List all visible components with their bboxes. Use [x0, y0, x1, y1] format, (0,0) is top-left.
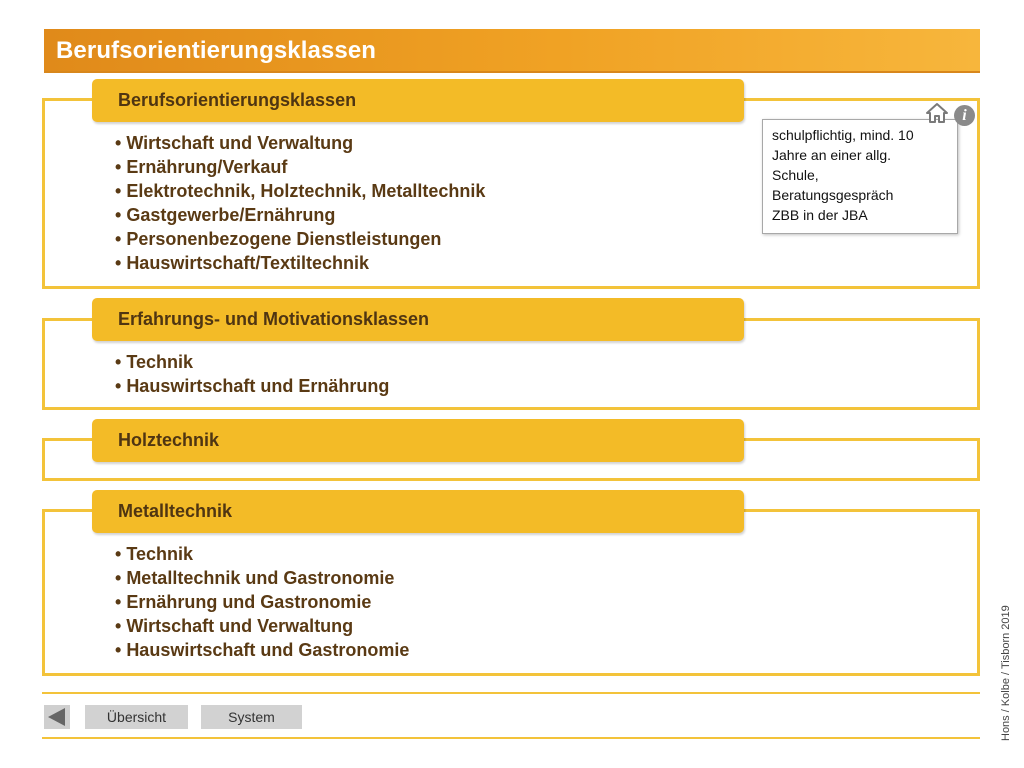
section-title: Metalltechnik — [118, 501, 233, 521]
list-item: • Personenbezogene Dienstleistungen — [115, 227, 485, 251]
section-list-metalltechnik — [115, 542, 409, 662]
credit-text: Hons / Kolbe / Tisborn 2019 — [1000, 605, 1012, 741]
section-title: Holztechnik — [118, 430, 220, 450]
list-item: • Hauswirtschaft/Textiltechnik — [115, 251, 485, 275]
footer-divider-top — [42, 692, 980, 694]
overview-button[interactable]: Übersicht — [85, 705, 188, 729]
list-item: • Metalltechnik und Gastronomie — [115, 566, 409, 590]
section-list-erfahrung — [115, 350, 389, 398]
list-item: • Elektrotechnik, Holztechnik, Metalltechnik — [115, 179, 485, 203]
info-line: ZBB in der JBA — [772, 207, 868, 223]
section-title: Berufsorientierungsklassen — [118, 90, 357, 110]
list-item: • Wirtschaft und Verwaltung — [115, 131, 485, 155]
info-line: Beratungsgespräch — [772, 187, 894, 203]
list-item: • Hauswirtschaft und Ernährung — [115, 374, 389, 398]
section-title: Erfahrungs- und Motivationsklassen — [118, 309, 430, 329]
list-item: • Ernährung und Gastronomie — [115, 590, 409, 614]
list-item: • Ernährung/Verkauf — [115, 155, 485, 179]
list-item: • Wirtschaft und Verwaltung — [115, 614, 409, 638]
info-line: Schule, — [772, 167, 819, 183]
section-tab-berufsorientierung — [92, 79, 744, 122]
back-arrow-icon[interactable] — [44, 705, 70, 729]
info-line: Jahre an einer allg. — [772, 147, 892, 163]
info-popup — [762, 119, 958, 234]
section-tab-metalltechnik — [92, 490, 744, 533]
system-button[interactable]: System — [201, 705, 302, 729]
list-item: • Technik — [115, 542, 409, 566]
info-line: schulpflichtig, mind. 10 — [772, 127, 914, 143]
footer-divider-bottom — [42, 737, 980, 739]
list-item: • Technik — [115, 350, 389, 374]
title-bar — [44, 29, 980, 73]
info-icon[interactable]: i — [954, 105, 975, 126]
page-title: Berufsorientierungsklassen — [56, 37, 377, 64]
list-item: • Hauswirtschaft und Gastronomie — [115, 638, 409, 662]
home-icon[interactable] — [925, 102, 949, 124]
list-item: • Gastgewerbe/Ernährung — [115, 203, 485, 227]
section-tab-erfahrung — [92, 298, 744, 341]
section-tab-holztechnik — [92, 419, 744, 462]
section-list-berufsorientierung — [115, 131, 485, 275]
